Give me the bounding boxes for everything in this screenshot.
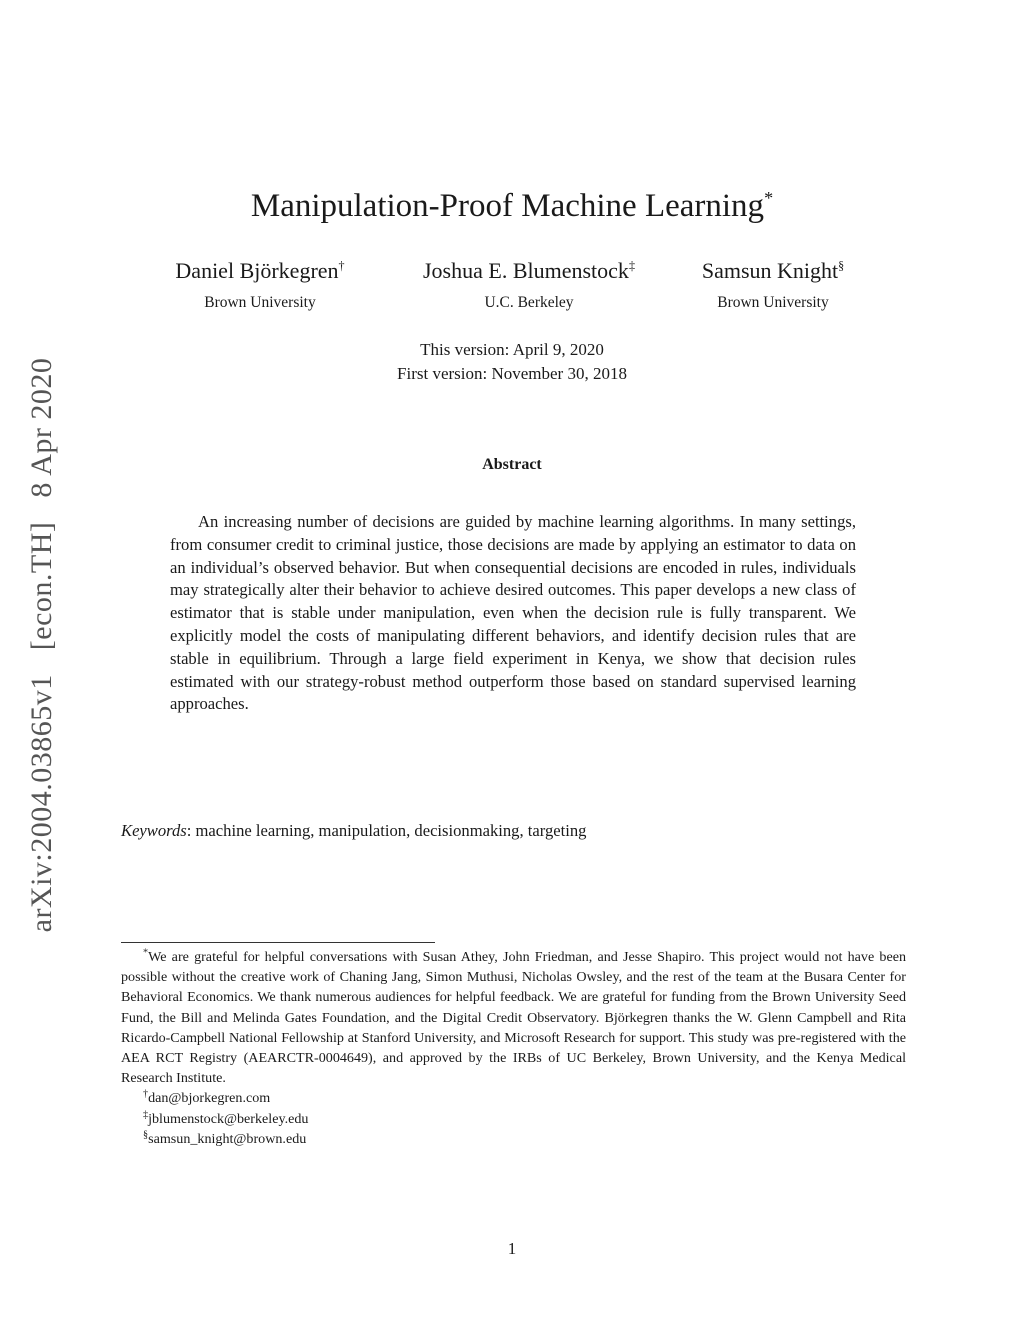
footnote-mark: † xyxy=(143,1088,149,1100)
keywords-label: Keywords xyxy=(121,821,187,840)
author-block xyxy=(130,258,390,312)
author-block xyxy=(399,258,659,312)
author-email[interactable]: samsun_knight@brown.edu xyxy=(148,1130,307,1147)
page-number: 1 xyxy=(507,1239,517,1258)
paper-title-text: Manipulation-Proof Machine Learning xyxy=(250,188,765,224)
footnotes xyxy=(121,947,906,1149)
footnote-divider xyxy=(121,942,435,943)
author-affiliation: U.C. Berkeley xyxy=(484,294,574,311)
email-footnote xyxy=(121,1088,906,1108)
author-block xyxy=(643,258,903,312)
author-footnote-mark: § xyxy=(838,258,845,273)
footnote-mark: * xyxy=(143,947,149,959)
paper-title xyxy=(0,188,1024,225)
email-footnote xyxy=(121,1129,906,1149)
author-name xyxy=(643,258,903,284)
arxiv-id: arXiv:2004.03865v1 xyxy=(25,674,58,933)
author-affiliation: Brown University xyxy=(204,294,316,311)
abstract-heading: Abstract xyxy=(482,456,542,473)
author-name-text: Joshua E. Blumenstock xyxy=(423,258,629,283)
email-footnote xyxy=(121,1109,906,1129)
author-name xyxy=(399,258,659,284)
first-version-date: First version: November 30, 2018 xyxy=(397,364,627,383)
author-name-text: Daniel Björkegren xyxy=(175,258,339,283)
footnote-mark: § xyxy=(143,1129,149,1141)
author-affiliation: Brown University xyxy=(717,294,829,311)
author-email[interactable]: jblumenstock@berkeley.edu xyxy=(148,1110,309,1127)
arxiv-identifier-stamp xyxy=(25,350,59,941)
this-version-date: This version: April 9, 2020 xyxy=(420,340,604,359)
arxiv-category: [econ.TH] xyxy=(25,521,58,651)
author-email[interactable]: dan@bjorkegren.com xyxy=(148,1090,271,1107)
acknowledgement-text: We are grateful for helpful conversations with Susan Athey, John Friedman, and Jesse Shapiro. This project would not have been possible without the creative work of Chaning Jang, Simon Muthusi, Nicholas Owsley, and the rest of the team at the Busara Center for Behavioral Economics. We thank numerous audiences for helpful feedback. We are grateful for funding from the Brown University Seed Fund, the Bill and Melinda Gates Foundation, and the Digital Credit Observatory. Björkegren thanks the W. Glenn Campbell and Rita Ricardo-Campbell National Fellowship at Stanford University, and Microsoft Research for support. This study was pre-registered with the AEA RCT Registry (AEARCTR-0004649), and approved by the IRBs of UC Berkeley, Brown University, and the Kenya Medical Research Institute. xyxy=(121,949,906,1087)
author-footnote-mark: ‡ xyxy=(628,258,635,273)
keywords-text: : machine learning, manipulation, decisionmaking, targeting xyxy=(186,821,587,840)
footnote-mark: ‡ xyxy=(143,1108,149,1120)
author-name-text: Samsun Knight xyxy=(701,258,839,283)
arxiv-date: 8 Apr 2020 xyxy=(25,357,58,498)
abstract-body: An increasing number of decisions are guided by machine learning algorithms. In many settings, from consumer credit to criminal justice, those decisions are made by applying an estimator to data on an individual’s observed behavior. But when consequential decisions are encoded in rules, individuals may strategically alter their behavior to achieve desired outcomes. This paper develops a new class of estimator that is stable under manipulation, even when the decision rule is fully transparent. We explicitly model the costs of manipulating different behaviors, and identify decision rules that are stable in equilibrium. Through a large field experiment in Kenya, we show that decision rules estimated with our strategy-robust method outperform those based on standard supervised learning approaches. xyxy=(170,512,856,714)
acknowledgement-footnote xyxy=(121,947,906,1088)
author-name xyxy=(130,258,390,284)
title-footnote-mark: * xyxy=(764,188,774,208)
version-dates xyxy=(0,338,1024,386)
keywords-line xyxy=(121,821,586,841)
author-footnote-mark: † xyxy=(338,258,345,273)
